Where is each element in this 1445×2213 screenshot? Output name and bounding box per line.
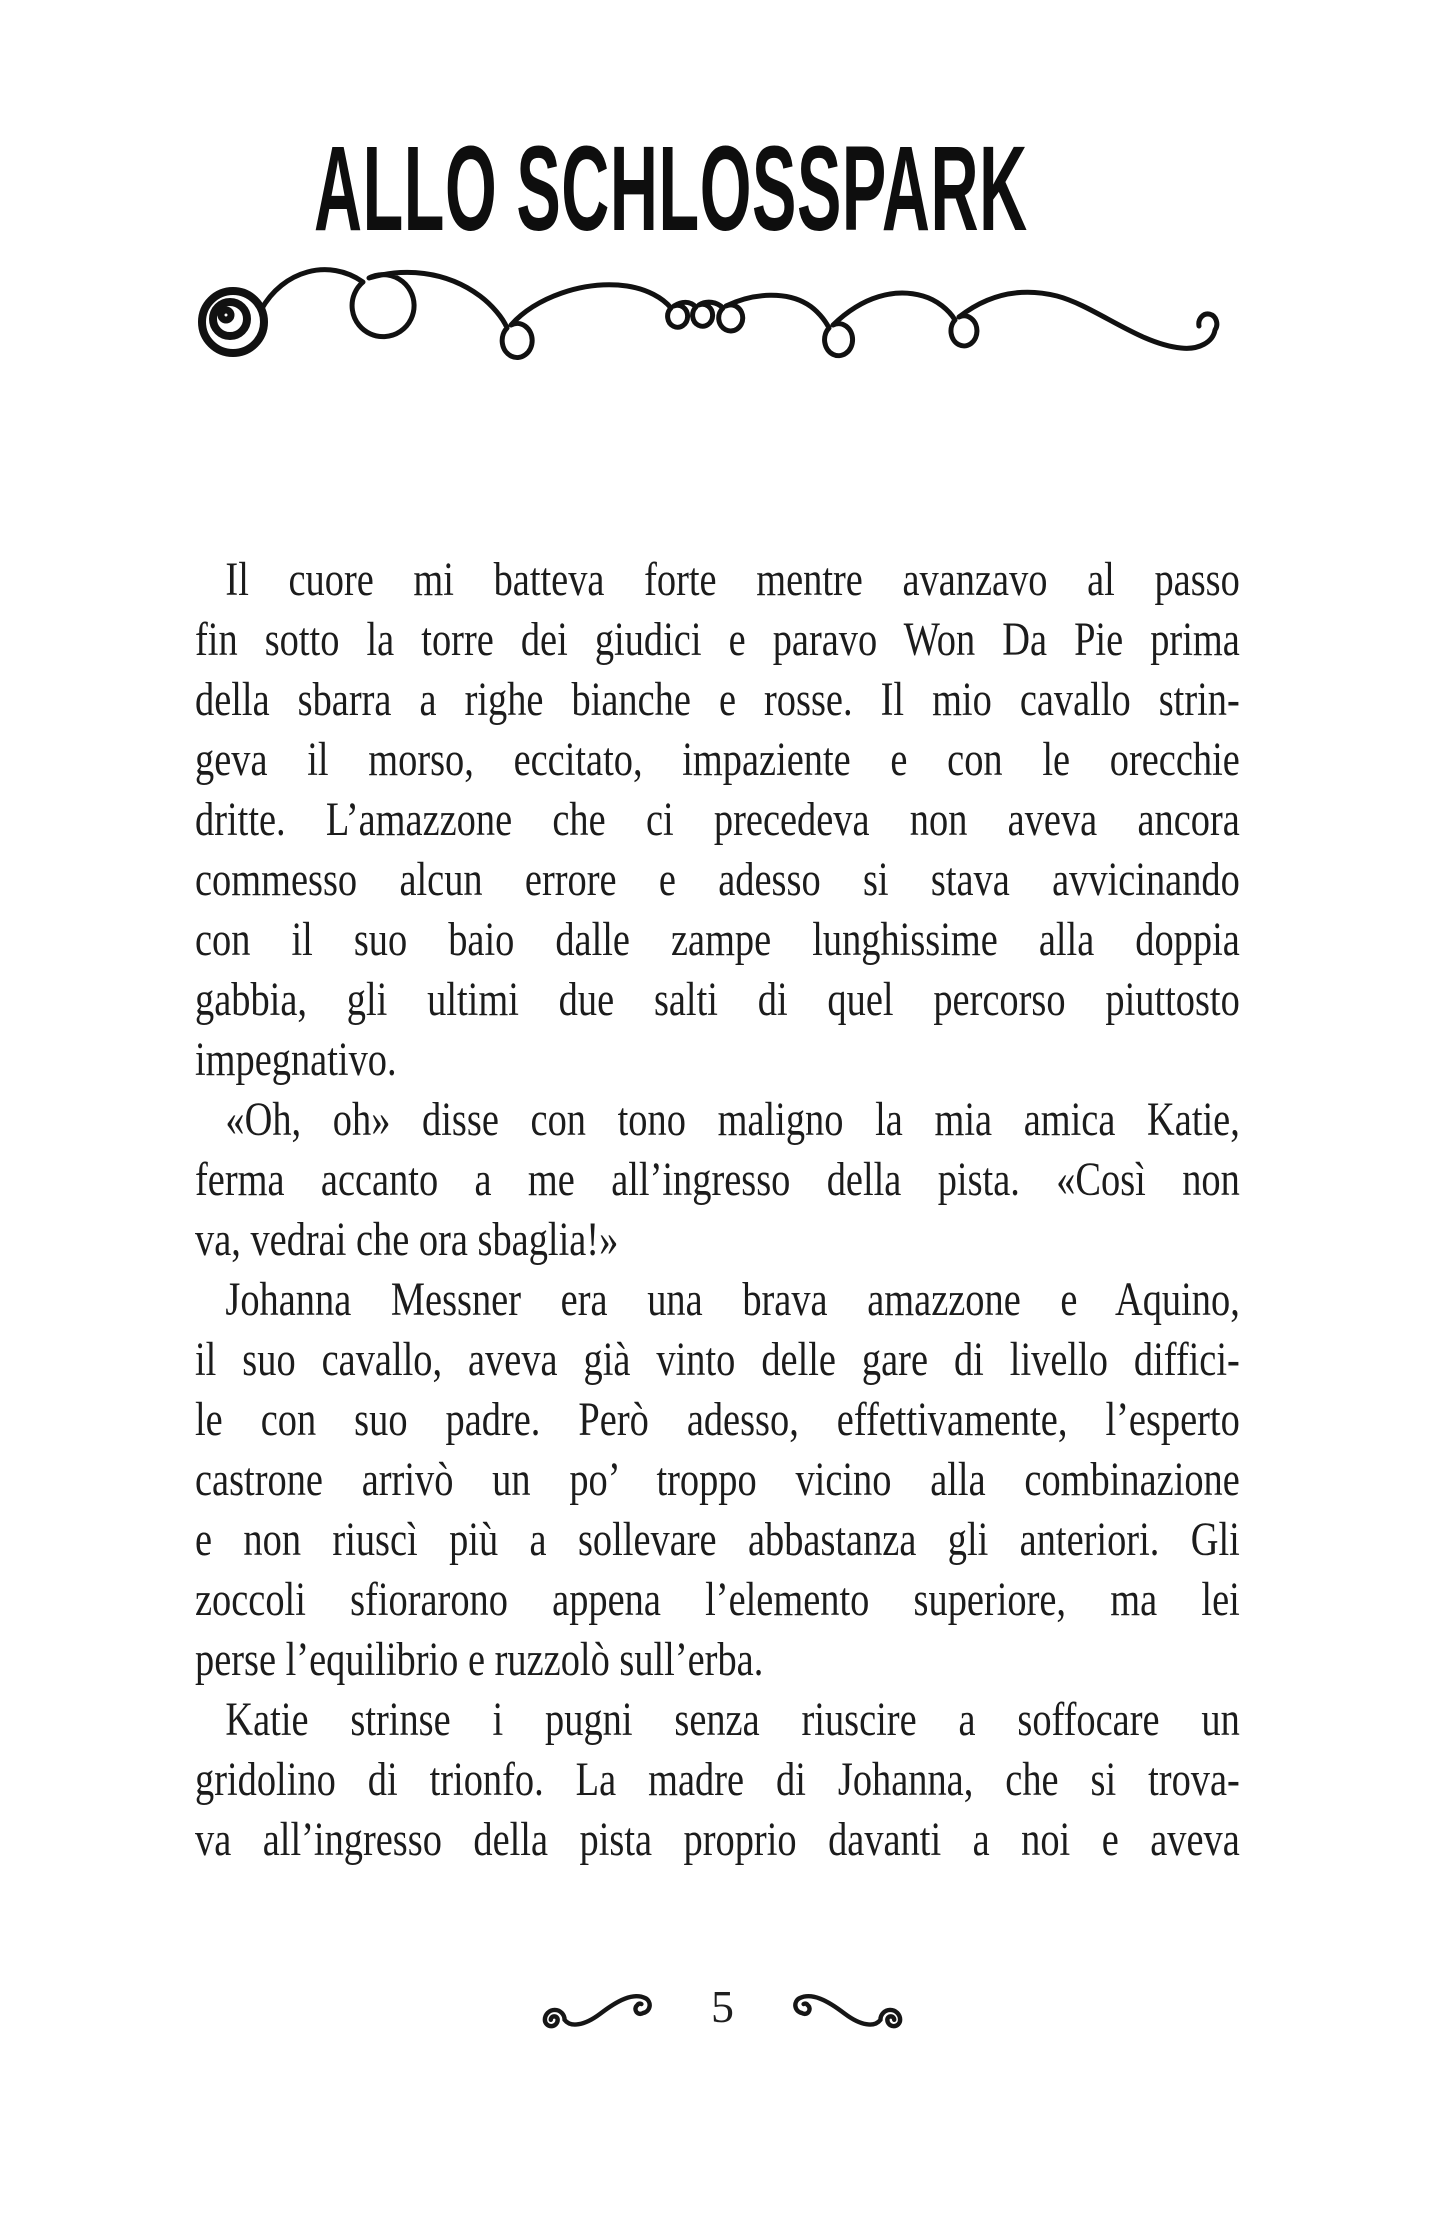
paragraph	[195, 550, 1240, 1090]
text-line: castrone arrivò un po’ troppo vicino alla combinazione	[195, 1453, 1240, 1506]
footer-flourish-right-icon	[780, 1978, 908, 2036]
text-line: perse l’equilibrio e ruzzolò sull’erba.	[195, 1633, 764, 1686]
text-line: gabbia, gli ultimi due salti di quel percorso piuttosto	[195, 973, 1240, 1026]
page-number: 5	[711, 1981, 734, 2032]
text-line: impegnativo.	[195, 1033, 397, 1086]
text-line: va, vedrai che ora sbaglia!»	[195, 1213, 619, 1266]
text-line: e non riuscì più a sollevare abbastanza gli anteriori. Gli	[195, 1513, 1240, 1566]
text-line: geva il morso, eccitato, impaziente e con le orecchie	[195, 733, 1240, 786]
rose-spiral-icon	[202, 291, 264, 353]
page-footer	[0, 1978, 1445, 2036]
text-line: fin sotto la torre dei giudici e paravo Won Da Pie prima	[195, 613, 1240, 666]
text-line: Il cuore mi batteva forte mentre avanzavo al passo	[225, 553, 1240, 606]
text-line: zoccoli sfiorarono appena l’elemento superiore, ma lei	[195, 1573, 1240, 1626]
text-line: dritte. L’amazzone che ci precedeva non aveva ancora	[195, 793, 1240, 846]
text-line: il suo cavallo, aveva già vinto delle gare di livello diffici-	[195, 1333, 1240, 1386]
text-line: «Oh, oh» disse con tono maligno la mia amica Katie,	[225, 1093, 1240, 1146]
text-line: ferma accanto a me all’ingresso della pista. «Così non	[195, 1153, 1240, 1206]
paragraph	[195, 1090, 1240, 1270]
title-row	[0, 120, 1445, 256]
chapter-title: ALLO SCHLOSSPARK	[313, 120, 1028, 256]
text-line: gridolino di trionfo. La madre di Johanna, che si trova-	[195, 1753, 1240, 1806]
title-squiggle-ornament	[195, 252, 1240, 364]
footer-flourish-left-icon	[537, 1978, 665, 2036]
text-line: della sbarra a righe bianche e rosse. Il mio cavallo strin-	[195, 673, 1240, 726]
text-line: con il suo baio dalle zampe lunghissime alla doppia	[195, 913, 1240, 966]
paragraph	[195, 1690, 1240, 1870]
body-text	[195, 550, 1240, 1870]
text-line: Johanna Messner era una brava amazzone e Aquino,	[225, 1273, 1240, 1326]
paragraph	[195, 1270, 1240, 1690]
text-line: va all’ingresso della pista proprio davanti a noi e aveva	[195, 1813, 1240, 1866]
text-line: Katie strinse i pugni senza riuscire a soffocare un	[225, 1693, 1240, 1746]
text-column	[195, 550, 1240, 1870]
text-line: commesso alcun errore e adesso si stava avvicinando	[195, 853, 1240, 906]
text-line: le con suo padre. Però adesso, effettivamente, l’esperto	[195, 1393, 1240, 1446]
